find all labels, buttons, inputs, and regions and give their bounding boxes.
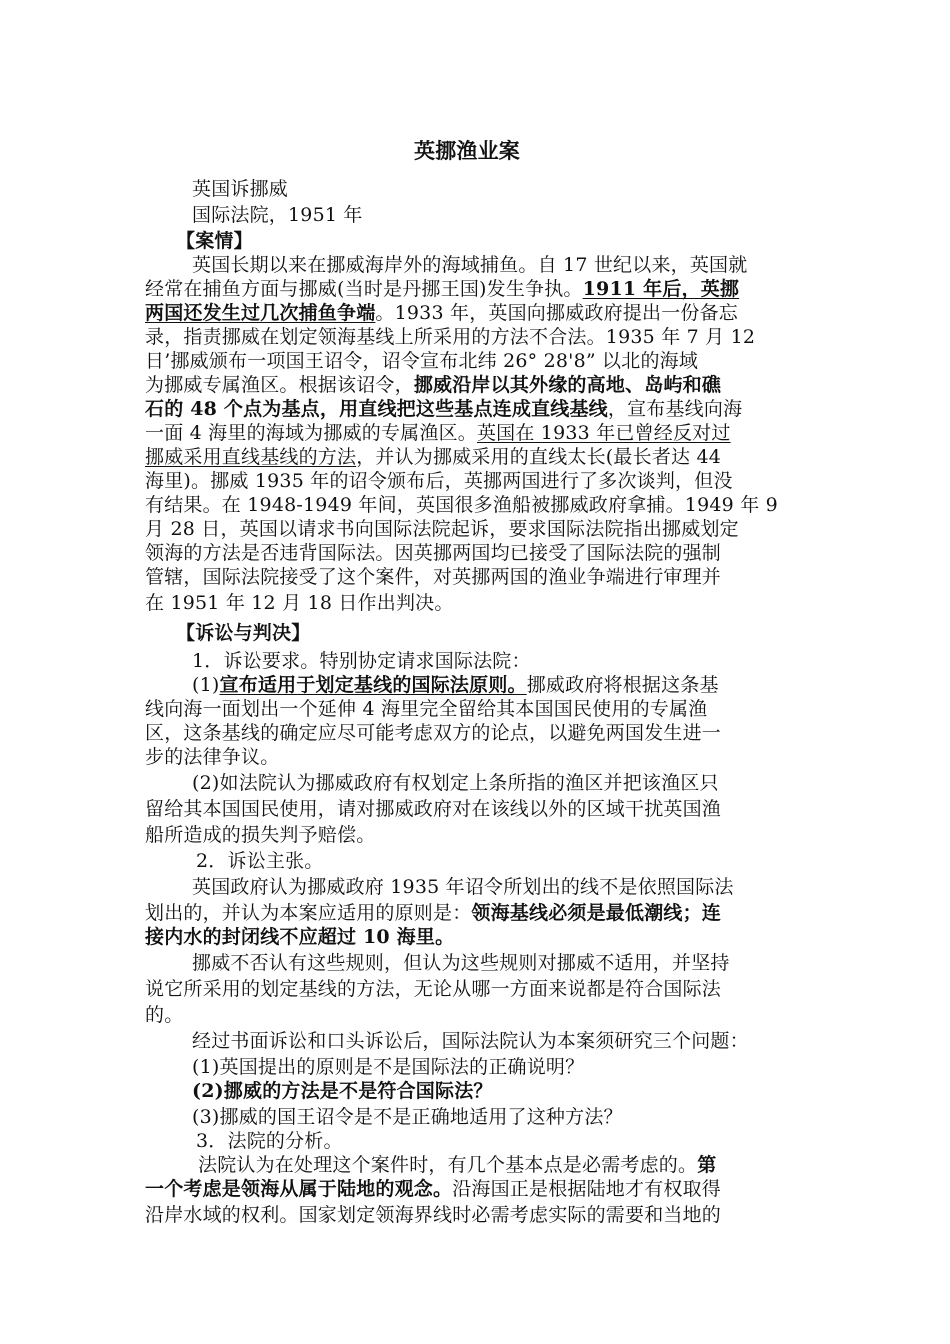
claim-emphasis: 宣布适用于划定基线的国际法原则。 (219, 674, 527, 696)
facts-text: 。1933 年，英国向挪威政府提出一份备忘 (375, 302, 739, 324)
claim-line: (2)如法院认为挪威政府有权划定上条所指的渔区并把该渔区只 (192, 772, 719, 794)
facts-underline: 英国在 1933 年已曾经反对过 (476, 422, 731, 444)
contention-line: 接内水的封闭线不应超过 10 海里。 (145, 926, 455, 948)
claim-text: 挪威政府将根据这条基 (526, 674, 719, 696)
court-year: 国际法院，1951 年 (192, 204, 363, 226)
question-item: (2)挪威的方法是不是符合国际法？ (192, 1080, 493, 1102)
document-title: 英挪渔业案 (414, 138, 520, 163)
claim-line (192, 672, 719, 698)
facts-text: ，并认为挪威采用的直线太长(最长者达 44 (356, 446, 722, 468)
contention-line: 的。 (145, 1004, 184, 1026)
facts-line (145, 300, 738, 326)
facts-line: 管辖，国际法院接受了这个案件，对英挪两国的渔业争端进行审理并 (145, 566, 722, 588)
claim-line: 步的法律争议。 (145, 746, 280, 768)
litigation-heading: 【诉讼与判决】 (176, 622, 311, 644)
facts-line: 在 1951 年 12 月 18 日作出判决。 (145, 592, 454, 614)
analysis-heading: 3．法院的分析。 (196, 1130, 343, 1152)
contention-emphasis: 领海基线必须是最低潮线；连 (471, 902, 722, 924)
facts-emphasis: 1911 年后，英挪 (582, 278, 740, 300)
contention-line: 英国政府认为挪威政府 1935 年诏令所划出的线不是依照国际法 (192, 876, 734, 898)
analysis-text: 沿海国正是根据陆地才有权取得 (452, 1178, 722, 1200)
facts-emphasis: 两国还发生过几次捕鱼争端 (145, 302, 376, 324)
facts-emphasis: 石的 48 个点为基点，用直线把这些基点连成直线基线 (145, 398, 608, 420)
facts-text: ，宣布基线向海 (607, 398, 743, 420)
analysis-emphasis: 第 (697, 1154, 717, 1176)
facts-text: 为挪威专属渔区。根据该诏令， (145, 374, 414, 396)
contention-line (145, 900, 721, 926)
facts-line (145, 444, 721, 470)
facts-line: 领海的方法是否违背国际法。因英挪两国均已接受了国际法院的强制 (145, 542, 722, 564)
claim-line: 区，这条基线的确定应尽可能考虑双方的论点，以避免两国发生进一 (145, 722, 722, 744)
question-item: (1)英国提出的原则是不是国际法的正确说明？ (192, 1056, 585, 1078)
claim-line: 船所造成的损失判予赔偿。 (145, 824, 376, 846)
question-item: (3)挪威的国王诏令是不是正确地适用了这种方法？ (192, 1106, 623, 1128)
analysis-line (145, 1176, 721, 1202)
analysis-emphasis: 一个考虑是领海从属于陆地的观念。 (145, 1178, 453, 1200)
claim-line: 留给其本国国民使用，请对挪威政府对在该线以外的区域干扰英国渔 (145, 798, 722, 820)
contention-line: 说它所采用的划定基线的方法，无论从哪一方面来说都是符合国际法 (145, 978, 722, 1000)
contentions-heading: 2．诉讼主张。 (196, 850, 324, 872)
facts-line (145, 420, 731, 446)
facts-line: 月 28 日，英国以请求书向国际法院起诉，要求国际法院指出挪威划定 (145, 518, 739, 540)
facts-text: 一面 4 海里的海域为挪威的专属渔区。 (145, 422, 477, 444)
questions-intro: 经过书面诉讼和口头诉讼后，国际法院认为本案须研究三个问题： (192, 1030, 749, 1052)
facts-line (145, 372, 721, 398)
facts-line: 有结果。在 1948-1949 年间，英国很多渔船被挪威政府拿捕。1949 年 9 (145, 494, 778, 516)
claim-line: 线向海一面划出一个延伸 4 海里完全留给其本国国民使用的专属渔 (145, 698, 708, 720)
analysis-text: 法院认为在处理这个案件时，有几个基本点是必需考虑的。 (198, 1154, 698, 1176)
case-parties: 英国诉挪威 (192, 178, 289, 200)
analysis-line (198, 1152, 716, 1178)
facts-emphasis: 挪威沿岸以其外缘的高地、岛屿和礁 (413, 374, 722, 396)
facts-line (145, 276, 739, 302)
contention-line: 挪威不否认有这些规则，但认为这些规则对挪威不适用，并坚持 (192, 952, 730, 974)
facts-heading: 【案情】 (176, 230, 253, 252)
analysis-line: 沿岸水域的权利。国家划定领海界线时必需考虑实际的需要和当地的 (145, 1204, 722, 1226)
facts-underline: 挪威采用直线基线的方法 (145, 446, 357, 468)
facts-line: 录，指责挪威在划定领海基线上所采用的方法不合法。1935 年 7 月 12 (145, 326, 756, 348)
contention-text: 划出的，并认为本案应适用的原则是： (145, 902, 472, 924)
facts-line: 日’挪威颁布一项国王诏令，诏令宣布北纬 26° 28'8” 以北的海域 (145, 350, 699, 372)
facts-line: 英国长期以来在挪威海岸外的海域捕鱼。自 17 世纪以来，英国就 (192, 254, 748, 276)
facts-line (145, 396, 742, 422)
facts-text: 经常在捕鱼方面与挪威(当时是丹挪王国)发生争执。 (145, 278, 583, 300)
facts-line: 海里)。挪威 1935 年的诏令颁布后，英挪两国进行了多次谈判，但没 (145, 470, 733, 492)
claim-number: (1) (192, 674, 220, 696)
claims-heading: 1．诉讼要求。特别协定请求国际法院： (192, 650, 531, 672)
